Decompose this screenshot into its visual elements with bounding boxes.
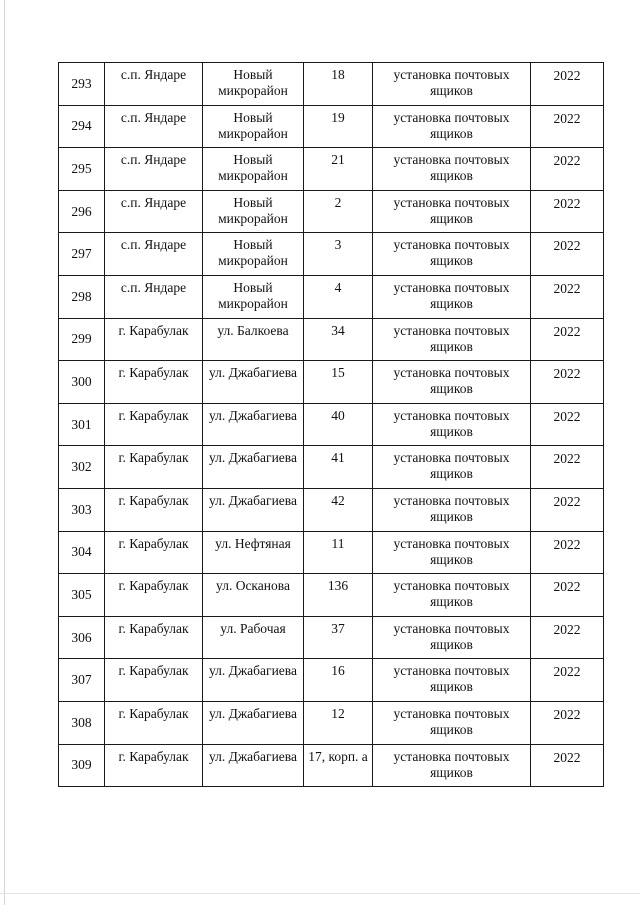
row-number: 303 [59,488,105,531]
row-number: 297 [59,233,105,276]
settlement-cell: с.п. Яндаре [105,233,203,276]
house-number-cell: 19 [304,105,373,148]
year-cell: 2022 [531,190,604,233]
street-cell: ул. Нефтяная [203,531,304,574]
table-row [59,361,604,404]
house-number-cell: 17, корп. а [304,744,373,787]
house-number-cell: 4 [304,275,373,318]
house-number-cell: 15 [304,361,373,404]
year-cell: 2022 [531,446,604,489]
work-type-cell: установка почтовых ящиков [373,574,531,617]
page-left-edge [4,0,5,905]
table-row [59,318,604,361]
street-cell: ул. Джабагиева [203,659,304,702]
work-type-cell: установка почтовых ящиков [373,446,531,489]
table-row [59,63,604,106]
settlement-cell: г. Карабулак [105,488,203,531]
table-row [59,190,604,233]
settlement-cell: с.п. Яндаре [105,190,203,233]
year-cell: 2022 [531,574,604,617]
row-number: 296 [59,190,105,233]
work-type-cell: установка почтовых ящиков [373,488,531,531]
settlement-cell: г. Карабулак [105,744,203,787]
house-number-cell: 41 [304,446,373,489]
row-number: 306 [59,616,105,659]
house-number-cell: 34 [304,318,373,361]
work-type-cell: установка почтовых ящиков [373,531,531,574]
street-cell: Новый микрорайон [203,190,304,233]
row-number: 294 [59,105,105,148]
row-number: 299 [59,318,105,361]
street-cell: Новый микрорайон [203,275,304,318]
settlement-cell: с.п. Яндаре [105,275,203,318]
work-type-cell: установка почтовых ящиков [373,318,531,361]
year-cell: 2022 [531,701,604,744]
row-number: 302 [59,446,105,489]
table-row [59,105,604,148]
street-cell: ул. Джабагиева [203,701,304,744]
settlement-cell: г. Карабулак [105,574,203,617]
work-type-cell: установка почтовых ящиков [373,148,531,191]
year-cell: 2022 [531,275,604,318]
year-cell: 2022 [531,488,604,531]
settlement-cell: с.п. Яндаре [105,105,203,148]
row-number: 304 [59,531,105,574]
house-number-cell: 11 [304,531,373,574]
work-type-cell: установка почтовых ящиков [373,701,531,744]
house-number-cell: 2 [304,190,373,233]
table-row [59,744,604,787]
year-cell: 2022 [531,616,604,659]
table-row [59,233,604,276]
street-cell: ул. Джабагиева [203,361,304,404]
year-cell: 2022 [531,531,604,574]
street-cell: Новый микрорайон [203,63,304,106]
settlement-cell: г. Карабулак [105,361,203,404]
house-number-cell: 3 [304,233,373,276]
year-cell: 2022 [531,361,604,404]
work-type-cell: установка почтовых ящиков [373,275,531,318]
year-cell: 2022 [531,148,604,191]
settlement-cell: г. Карабулак [105,403,203,446]
row-number: 301 [59,403,105,446]
street-cell: ул. Осканова [203,574,304,617]
house-number-cell: 16 [304,659,373,702]
street-cell: ул. Джабагиева [203,403,304,446]
row-number: 308 [59,701,105,744]
work-type-cell: установка почтовых ящиков [373,105,531,148]
row-number: 305 [59,574,105,617]
street-cell: Новый микрорайон [203,148,304,191]
house-number-cell: 18 [304,63,373,106]
work-type-cell: установка почтовых ящиков [373,233,531,276]
house-number-cell: 42 [304,488,373,531]
settlement-cell: г. Карабулак [105,318,203,361]
year-cell: 2022 [531,233,604,276]
table-row [59,403,604,446]
table-row [59,446,604,489]
work-type-cell: установка почтовых ящиков [373,616,531,659]
row-number: 300 [59,361,105,404]
house-number-cell: 136 [304,574,373,617]
settlement-cell: с.п. Яндаре [105,148,203,191]
year-cell: 2022 [531,403,604,446]
settlement-cell: г. Карабулак [105,701,203,744]
street-cell: Новый микрорайон [203,105,304,148]
house-number-cell: 37 [304,616,373,659]
table-row [59,574,604,617]
address-table-body [59,63,604,787]
address-table [58,62,604,787]
year-cell: 2022 [531,318,604,361]
table-row [59,275,604,318]
work-type-cell: установка почтовых ящиков [373,63,531,106]
house-number-cell: 40 [304,403,373,446]
table-row [59,488,604,531]
work-type-cell: установка почтовых ящиков [373,190,531,233]
row-number: 295 [59,148,105,191]
settlement-cell: г. Карабулак [105,446,203,489]
page-bottom-edge [0,893,640,894]
table-row [59,148,604,191]
work-type-cell: установка почтовых ящиков [373,659,531,702]
table-row [59,701,604,744]
street-cell: ул. Рабочая [203,616,304,659]
row-number: 309 [59,744,105,787]
row-number: 307 [59,659,105,702]
street-cell: ул. Балкоева [203,318,304,361]
work-type-cell: установка почтовых ящиков [373,403,531,446]
settlement-cell: г. Карабулак [105,531,203,574]
house-number-cell: 12 [304,701,373,744]
house-number-cell: 21 [304,148,373,191]
work-type-cell: установка почтовых ящиков [373,361,531,404]
street-cell: ул. Джабагиева [203,446,304,489]
street-cell: Новый микрорайон [203,233,304,276]
row-number: 298 [59,275,105,318]
table-row [59,531,604,574]
work-type-cell: установка почтовых ящиков [373,744,531,787]
year-cell: 2022 [531,105,604,148]
settlement-cell: с.п. Яндаре [105,63,203,106]
year-cell: 2022 [531,63,604,106]
row-number: 293 [59,63,105,106]
table-row [59,659,604,702]
street-cell: ул. Джабагиева [203,744,304,787]
settlement-cell: г. Карабулак [105,616,203,659]
street-cell: ул. Джабагиева [203,488,304,531]
year-cell: 2022 [531,744,604,787]
table-row [59,616,604,659]
settlement-cell: г. Карабулак [105,659,203,702]
year-cell: 2022 [531,659,604,702]
